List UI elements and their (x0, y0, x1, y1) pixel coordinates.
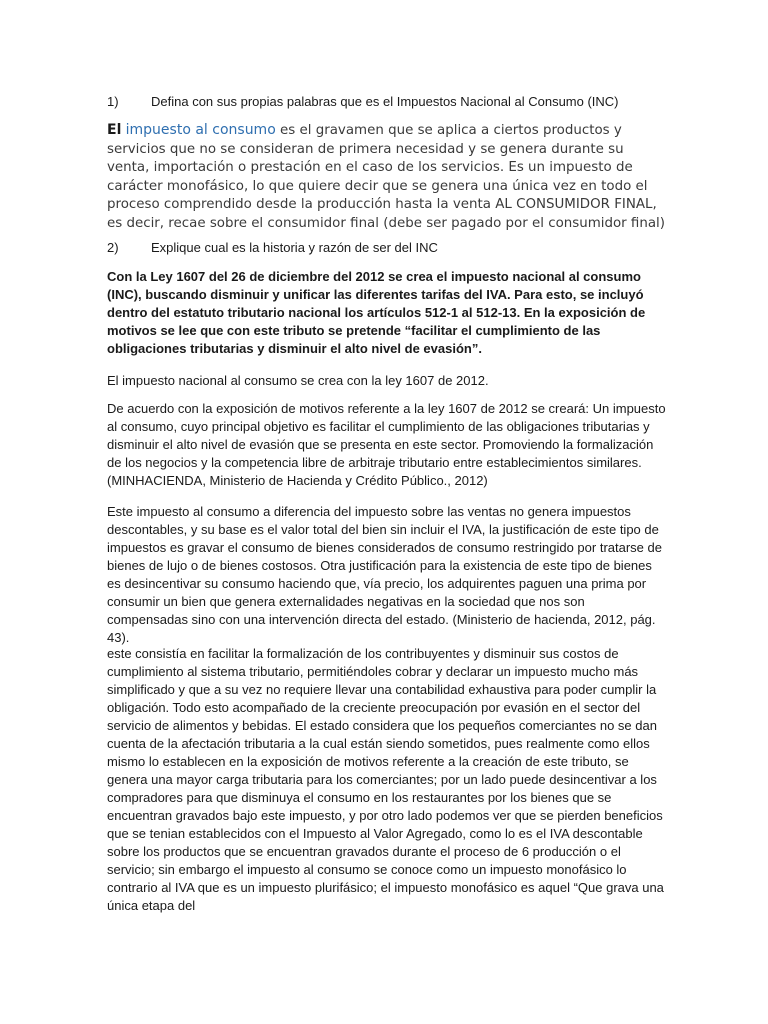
answer-2-paragraph-1: Con la Ley 1607 del 26 de diciembre del 2012 se crea el impuesto nacional al consumo (INC), buscando disminuir y unificar las diferentes tarifas del IVA. Para esto, se incluyó dentro del estatuto tributario nacional los artículos 512-1 al 512-13. En la exposición de motivos se lee que con este tributo se pretende “facilitar el cumplimiento de las obligaciones tributarias y disminuir el alto nivel de evasión”. (107, 269, 646, 356)
question-1 (107, 94, 619, 110)
answer-2-paragraph-4: Este impuesto al consumo a diferencia del impuesto sobre las ventas no genera impuestos descontables, y su base es el valor total del bien sin incluir el IVA, la justificación de este tipo de impuestos es gravar el consumo de bienes considerados de consumo restringido por tratarse de bienes de lujo o de bienes costosos. Otra justificación para la existencia de este tipo de bienes es desincentivar su consumo haciendo que, vía precio, los adquirentes paguen una prima por consumir un bien que genera externalidades negativas en la sociedad que nos son compensadas sino con una intervención directa del estado. (Ministerio de hacienda, 2012, pág. 43). (107, 504, 662, 645)
answer-1-text: es el gravamen que se aplica a ciertos productos y servicios que no se consideran de primera necesidad y se genera durante su venta, importación o prestación en el caso de los servicios. Es un impuesto de carácter monofásico, lo que quiere decir que se genera una única vez en todo el proceso comprendido desde la producción hasta la venta AL CONSUMIDOR FINAL, es decir, recae sobre el consumidor final (debe ser pagado por el consumidor final) (107, 123, 665, 231)
question-1-text: Defina con sus propias palabras que es el Impuestos Nacional al Consumo (INC) (151, 94, 619, 109)
answer-2-paragraph-2: El impuesto nacional al consumo se crea con la ley 1607 de 2012. (107, 373, 489, 388)
question-1-number: 1) (107, 94, 119, 109)
answer-1-paragraph (107, 121, 669, 233)
question-2-number: 2) (107, 240, 119, 255)
answer-1-lead: El (107, 122, 122, 138)
answer-2-paragraph-5: este consistía en facilitar la formalización de los contribuyentes y disminuir sus costos de cumplimiento al sistema tributario, permitiéndoles cobrar y declarar un impuesto mucho más simplificado y que a su vez no requiere llevar una contabilidad exhaustiva para poder cumplir la obligación. Todo esto acompañado de la creciente preocupación por evasión en el sector del servicio de alimentos y bebidas. El estado considera que los pequeños comerciantes no se dan cuenta de la afectación tributaria a la cual están siendo sometidos, pues realmente como ellos mismo lo establecen en la exposición de motivos referente a la creación de este tributo, se genera una mayor carga tributaria para los comerciantes; por un lado puede desincentivar a los compradores para que disminuya el consumo en los restaurantes por los bienes que se encuentran gravados bajo este impuesto, y por otro lado podemos ver que se pierden beneficios que se tenian establecidos con el Impuesto al Valor Agregado, como lo es el IVA descontable sobre los productos que se encuentran gravados durante el proceso de 6 producción o el servicio; sin embargo el impuesto al consumo se conoce como un impuesto monofásico lo contrario al IVA que es un impuesto plurifásico; el impuesto monofásico es aquel “Que grava una única etapa del (107, 646, 664, 913)
answer-2-paragraph-3: De acuerdo con la exposición de motivos referente a la ley 1607 de 2012 se creará: Un impuesto al consumo, cuyo principal objetivo es facilitar el cumplimiento de las obligaciones tributarias y disminuir el alto nivel de evasión que se presenta en este sector. Promoviendo la formalización de los negocios y la competencia libre de arbitraje tributario entre establecimientos similares. (MINHACIENDA, Ministerio de Hacienda y Crédito Público., 2012) (107, 401, 666, 488)
impuesto-al-consumo-link[interactable]: impuesto al consumo (125, 122, 276, 138)
question-2-text: Explique cual es la historia y razón de ser del INC (151, 240, 438, 255)
question-2 (107, 240, 438, 256)
